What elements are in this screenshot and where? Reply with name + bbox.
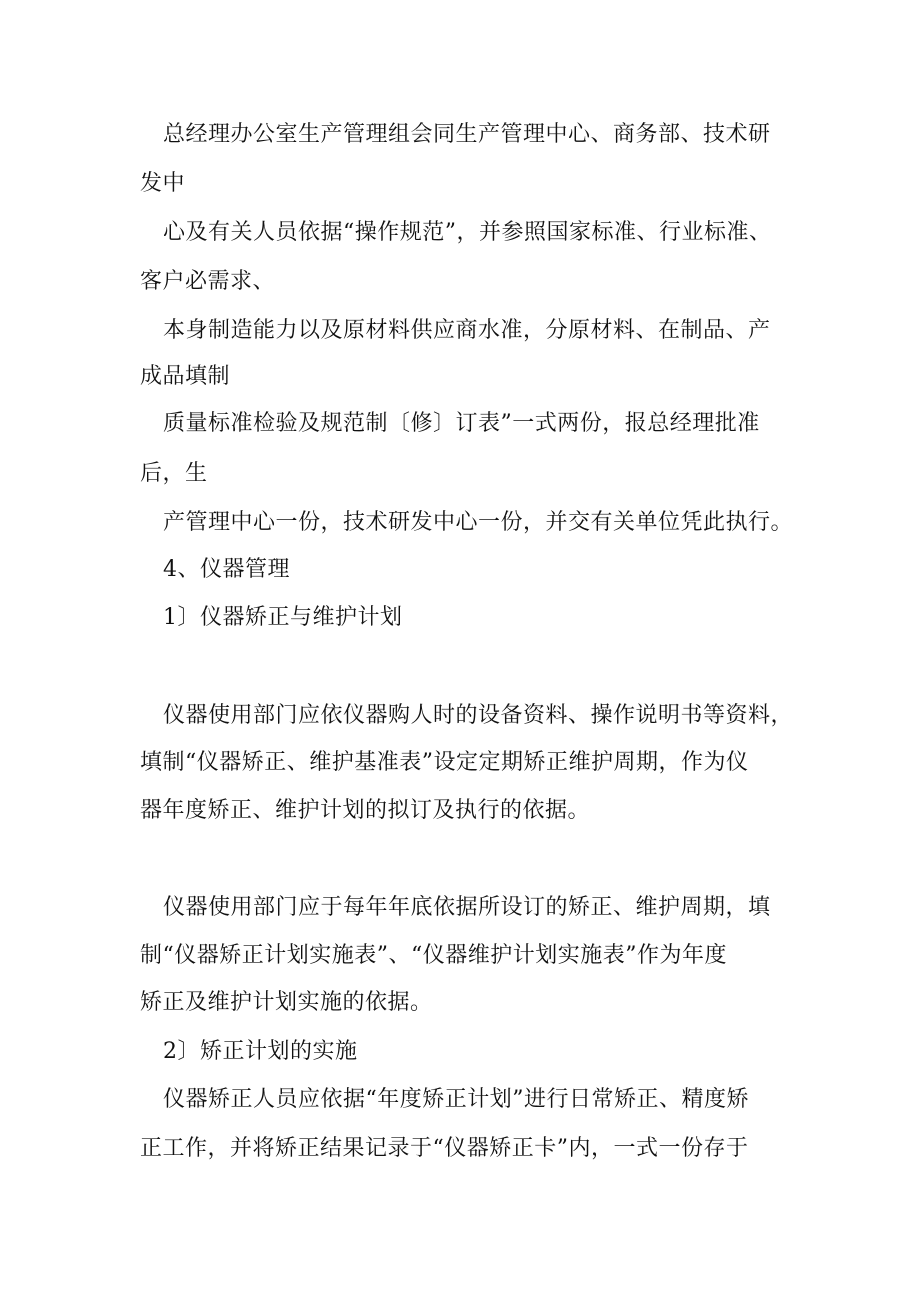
text-line: 矫正及维护计划实施的依据。 (140, 990, 433, 1015)
section-heading: 4、仪器管理 (163, 557, 290, 582)
text-line: 仪器使用部门应依仪器购人时的设备资料、操作说明书等资料， (163, 703, 794, 728)
text-line: 器年度矫正、维护计划的拟订及执行的依据。 (140, 798, 591, 823)
subsection-heading: 1〕仪器矫正与维护计划 (163, 605, 403, 630)
text-line: 总经理办公室生产管理组会同生产管理中心、商务部、技术研 (163, 122, 771, 147)
text-line: 产管理中心一份，技术研发中心一份，并交有关单位凭此执行。 (163, 510, 794, 535)
subsection-heading: 2〕矫正计划的实施 (163, 1039, 358, 1064)
text-line: 发中 (140, 171, 186, 196)
text-line: 本身制造能力以及原材料供应商水准，分原材料、在制品、产 (163, 318, 771, 343)
text-line: 后，生 (140, 461, 208, 486)
text-line: 成品填制 (140, 364, 231, 389)
text-line: 仪器矫正人员应依据“年度矫正计划”进行日常矫正、精度矫 (163, 1087, 749, 1112)
text-line: 填制“仪器矫正、维护基准表”设定定期矫正维护周期，作为仪 (140, 750, 749, 775)
text-line: 正工作，并将矫正结果记录于“仪器矫正卡”内，一式一份存于 (140, 1136, 749, 1161)
text-line: 质量标准检验及规范制〔修〕订表”一式两份，报总经理批准 (163, 411, 760, 436)
text-line: 心及有关人员依据“操作规范”，并参照国家标准、行业标准、 (163, 220, 772, 245)
text-line: 制“仪器矫正计划实施表”、“仪器维护计划实施表”作为年度 (140, 943, 727, 968)
text-line: 仪器使用部门应于每年年底依据所设订的矫正、维护周期，填 (163, 895, 771, 920)
text-line: 客户必需求、 (140, 269, 276, 294)
